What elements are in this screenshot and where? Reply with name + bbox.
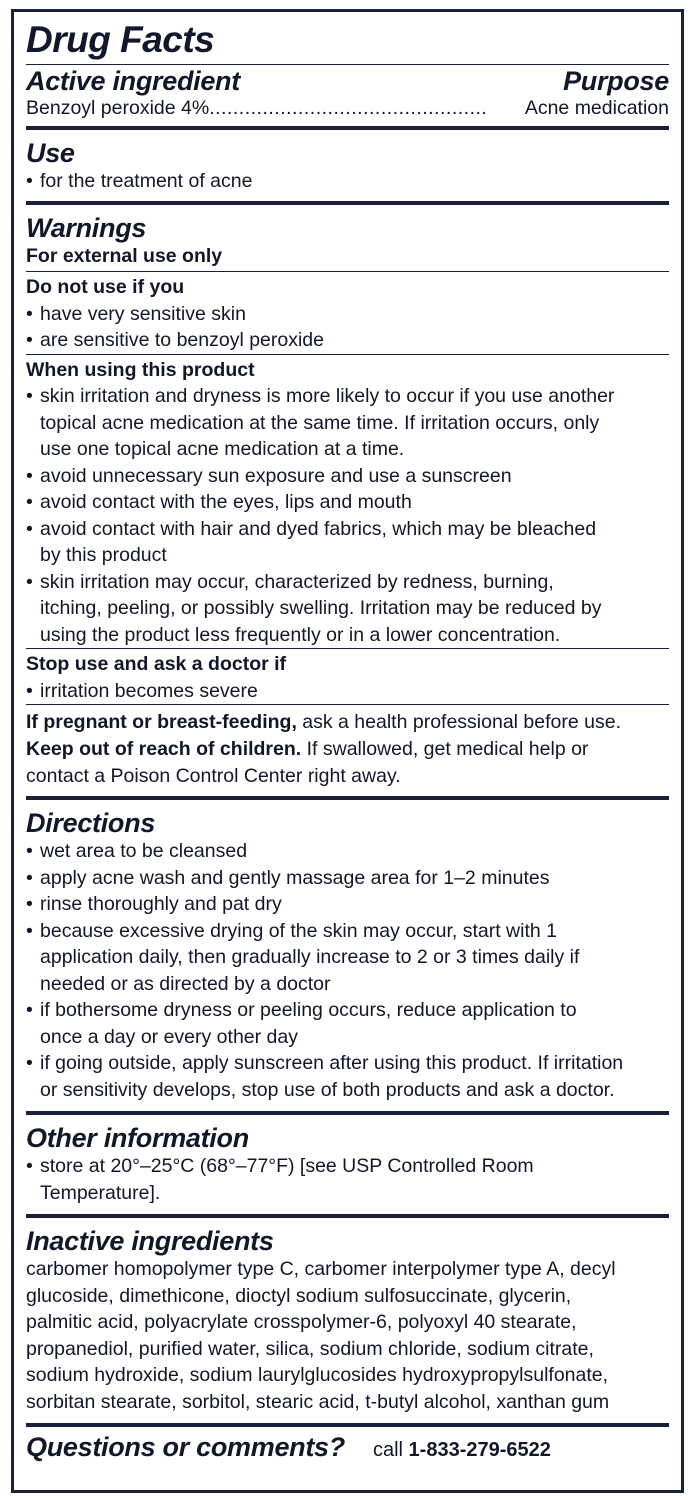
when-using-subsection [26,354,669,649]
directions-item [26,838,669,865]
do-not-use-subsection [26,271,669,354]
inactive-ingredients-line: palmitic acid, polyacrylate crosspolymer-6, polyoxyl 40 stearate, [26,1311,577,1333]
questions-section [26,1427,669,1462]
bullet-glyph: • [26,170,33,192]
directions-item [26,865,669,892]
when-using-item [26,383,669,463]
bullet-glyph: • [26,302,33,325]
when-using-item [26,463,669,490]
leader-dots: ............................................... [209,97,488,119]
when-using-item-line: skin irritation and dryness is more likely to occur if you use another [40,385,615,407]
children-bold: Keep out of reach of children. [26,738,302,760]
directions-list [26,838,669,1103]
warnings-heading: Warnings [26,212,147,243]
stop-use-list [26,678,669,705]
do-not-use-item-line: have very sensitive skin [40,302,246,325]
directions-item-line: rinse thoroughly and pat dry [40,893,282,915]
directions-item-line: apply acne wash and gently massage area for 1–2 minutes [40,866,550,889]
phone-number: 1-833-279-6522 [408,1439,551,1461]
bullet-glyph: • [26,919,33,942]
bullet-glyph: • [26,385,33,407]
bullet-glyph: • [26,893,33,915]
bullet-glyph: • [26,1052,33,1074]
use-item-line: for the treatment of acne [40,170,253,192]
use-section [26,130,669,205]
bullet-glyph: • [26,570,33,593]
active-ingredient-heading: Active ingredient [26,66,240,96]
active-ingredient-name: Benzoyl peroxide 4% [26,97,210,119]
do-not-use-item [26,301,669,328]
inactive-ingredients-line: sorbitan stearate, sorbitol, stearic acid, t-butyl alcohol, xanthan gum [26,1390,610,1413]
when-using-item-line: skin irritation may occur, characterized by redness, burning, [40,570,554,593]
children-text-1: If swallowed, get medical help or [301,738,589,760]
pregnancy-warning [26,709,669,736]
directions-item-line: or sensitivity develops, stop use of both products and ask a doctor. [40,1078,615,1101]
do-not-use-heading: Do not use if you [26,276,185,298]
when-using-item-line: by this product [40,544,167,566]
directions-item-line: because excessive drying of the skin may occur, start with 1 [40,919,557,942]
do-not-use-item [26,327,669,354]
when-using-item [26,489,669,516]
other-information-list [26,1153,669,1206]
inactive-ingredients-line: propanediol, purified water, silica, sodium chloride, sodium citrate, [26,1337,594,1360]
bullet-glyph: • [26,866,33,889]
questions-row [26,1427,669,1462]
stop-use-item [26,678,669,705]
other-information-item-line: store at 20°–25°C (68°–77°F) [see USP Controlled Room [40,1155,534,1177]
bullet-glyph: • [26,1155,33,1177]
inactive-ingredients-heading: Inactive ingredients [26,1226,274,1256]
when-using-item-line: use one topical acne medication at a time. [40,438,405,460]
directions-item-line: if going outside, apply sunscreen after using this product. If irritation [40,1052,624,1074]
directions-item [26,1050,669,1103]
questions-heading: Questions or comments? [26,1432,345,1462]
directions-item [26,997,669,1050]
do-not-use-item-line: are sensitive to benzoyl peroxide [40,329,324,351]
bullet-glyph: • [26,840,33,862]
when-using-item-line: avoid contact with the eyes, lips and mouth [40,491,412,513]
when-using-item-line: topical acne medication at the same time. If irritation occurs, only [40,411,600,434]
drug-facts-panel [11,9,684,1493]
questions-call [373,1439,551,1462]
when-using-heading: When using this product [26,358,255,381]
directions-heading: Directions [26,808,156,838]
inactive-ingredients-section [26,1218,669,1427]
directions-item-line: needed or as directed by a doctor [40,972,331,995]
label-title: Drug Facts [26,19,215,60]
external-use-only: For external use only [26,244,223,267]
stop-use-item-line: irritation becomes severe [40,679,258,702]
other-information-item [26,1153,669,1206]
other-information-item-line: Temperature]. [40,1181,161,1204]
children-warning [26,736,669,763]
active-ingredient-row [26,96,669,124]
pregnancy-text: ask a health professional before use. [296,711,621,733]
purpose-heading: Purpose [563,66,669,96]
pregnancy-bold: If pregnant or breast-feeding, [26,711,297,733]
use-item [26,168,669,195]
directions-item-line: application daily, then gradually increase to 2 or 3 times daily if [40,946,580,968]
bullet-glyph: • [26,329,33,351]
children-text-2: contact a Poison Control Center right away. [26,765,401,787]
when-using-item-line: itching, peeling, or possibly swelling. Irritation may be reduced by [40,597,602,619]
active-purpose-header [26,64,669,96]
directions-item [26,918,669,998]
bullet-glyph: • [26,517,33,540]
pregnancy-children-subsection [26,704,669,790]
other-information-heading: Other information [26,1123,249,1153]
active-ingredient-purpose: Acne medication [524,97,669,119]
inactive-ingredients-line: sodium hydroxide, sodium laurylglucosides hydroxypropylsulfonate, [26,1364,609,1386]
other-information-section [26,1115,669,1218]
directions-item-line: if bothersome dryness or peeling occurs, reduce application to [40,999,577,1021]
use-list [26,168,669,195]
warnings-section [26,205,669,801]
when-using-item-line: avoid unnecessary sun exposure and use a sunscreen [40,464,512,487]
inactive-ingredients-line: carbomer homopolymer type C, carbomer interpolymer type A, decyl [26,1258,616,1280]
bullet-glyph: • [26,464,33,487]
stop-use-subsection [26,648,669,704]
when-using-list [26,383,669,648]
directions-item-line: wet area to be cleansed [40,840,248,862]
when-using-item [26,569,669,649]
inactive-ingredients-line: glucoside, dimethicone, dioctyl sodium sulfosuccinate, glycerin, [26,1284,572,1307]
inactive-ingredients-text [26,1256,669,1415]
bullet-glyph: • [26,999,33,1021]
use-heading: Use [26,138,75,168]
active-ingredient-section [26,20,669,130]
when-using-item-line: using the product less frequently or in a lower concentration. [40,623,561,646]
do-not-use-list [26,301,669,354]
directions-section [26,800,669,1115]
bullet-glyph: • [26,679,33,702]
directions-item-line: once a day or every other day [40,1025,298,1048]
directions-item [26,891,669,918]
when-using-item-line: avoid contact with hair and dyed fabrics, which may be bleached [40,517,597,540]
bullet-glyph: • [26,491,33,513]
when-using-item [26,516,669,569]
stop-use-heading: Stop use and ask a doctor if [26,653,287,675]
call-label: call [372,1439,403,1461]
